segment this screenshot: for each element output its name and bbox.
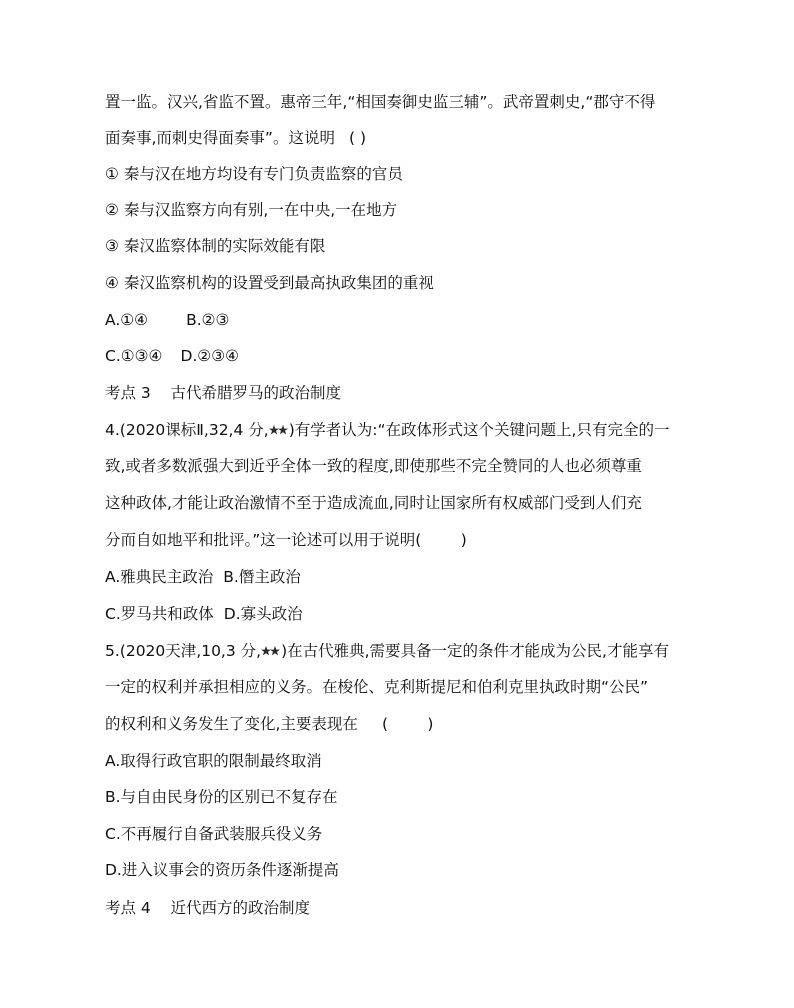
q3-answer-paren: ( ) bbox=[348, 129, 366, 147]
q4-choice-a: A.雅典民主政治 bbox=[105, 568, 214, 586]
q3-option-3: ③ 秦汉监察体制的实际效能有限 bbox=[105, 237, 326, 255]
q3-choice-c: C.①③④ bbox=[105, 347, 163, 365]
q4-stem-line-2: 致,或者多数派强大到近乎全体一致的程度,即使那些不完全赞同的人也必须尊重 bbox=[105, 457, 642, 475]
q5-choice-a: A.取得行政官职的限制最终取消 bbox=[105, 752, 322, 770]
section-heading-3: 考点 3 古代希腊罗马的政治制度 bbox=[105, 384, 341, 402]
q5-stem-text: 的权利和义务发生了变化,主要表现在 bbox=[105, 715, 358, 733]
q4-stem-line-1 bbox=[105, 420, 669, 440]
q5-answer-paren: ( ) bbox=[381, 715, 434, 733]
q4-stem-text: )有学者认为:“在政体形式这个关键问题上,只有完全的一 bbox=[288, 421, 670, 439]
q5-choice-d: D.进入议事会的资历条件逐渐提高 bbox=[105, 861, 339, 879]
section-heading-4: 考点 4 近代西方的政治制度 bbox=[105, 899, 310, 917]
q3-choice-d: D.②③④ bbox=[180, 347, 239, 365]
q5-stem-line-1 bbox=[105, 641, 669, 661]
difficulty-stars-icon bbox=[261, 642, 281, 654]
q4-choice-b: B.僭主政治 bbox=[223, 568, 301, 586]
q5-stem-line-2: 一定的权利并承担相应的义务。在梭伦、克利斯提尼和伯利克里执政时期“公民” bbox=[105, 678, 649, 696]
q3-stem-line-2 bbox=[105, 128, 366, 148]
q5-stem-line-3 bbox=[105, 714, 433, 734]
q4-source: 4.(2020课标Ⅱ,32,4 分, bbox=[105, 421, 269, 439]
q3-option-1: ① 秦与汉在地方均设有专门负责监察的官员 bbox=[105, 165, 403, 183]
q3-option-4: ④ 秦汉监察机构的设置受到最高执政集团的重视 bbox=[105, 274, 434, 292]
q3-choices-row-2 bbox=[105, 346, 239, 366]
q4-choice-c: C.罗马共和政体 bbox=[105, 605, 214, 623]
q3-choice-a: A.①④ bbox=[105, 311, 149, 329]
q4-choices-row-2 bbox=[105, 604, 303, 624]
q3-choice-b: B.②③ bbox=[186, 311, 230, 329]
q3-stem-text: 面奏事,而刺史得面奏事”。这说明 bbox=[105, 129, 335, 147]
difficulty-stars-icon bbox=[269, 421, 289, 433]
q5-source: 5.(2020天津,10,3 分, bbox=[105, 642, 262, 660]
q3-choices-row-1 bbox=[105, 310, 229, 330]
q3-stem-line-1: 置一监。汉兴,省监不置。惠帝三年,“相国奏御史监三辅”。武帝置刺史,“郡守不得 bbox=[105, 93, 656, 111]
q4-choices-row-1 bbox=[105, 567, 301, 587]
q4-stem-line-4: 分而自如地平和批评。”这一论述可以用于说明( ) bbox=[105, 531, 467, 549]
q5-choice-b: B.与自由民身份的区别已不复存在 bbox=[105, 788, 338, 806]
q4-stem-line-3: 这种政体,才能让政治激情不至于造成流血,同时让国家所有权威部门受到人们充 bbox=[105, 494, 642, 512]
q5-choice-c: C.不再履行自备武装服兵役义务 bbox=[105, 825, 323, 843]
q3-option-2: ② 秦与汉监察方向有别,一在中央,一在地方 bbox=[105, 201, 398, 219]
q4-choice-d: D.寡头政治 bbox=[223, 605, 303, 623]
q5-stem-text: )在古代雅典,需要具备一定的条件才能成为公民,才能享有 bbox=[281, 642, 669, 660]
